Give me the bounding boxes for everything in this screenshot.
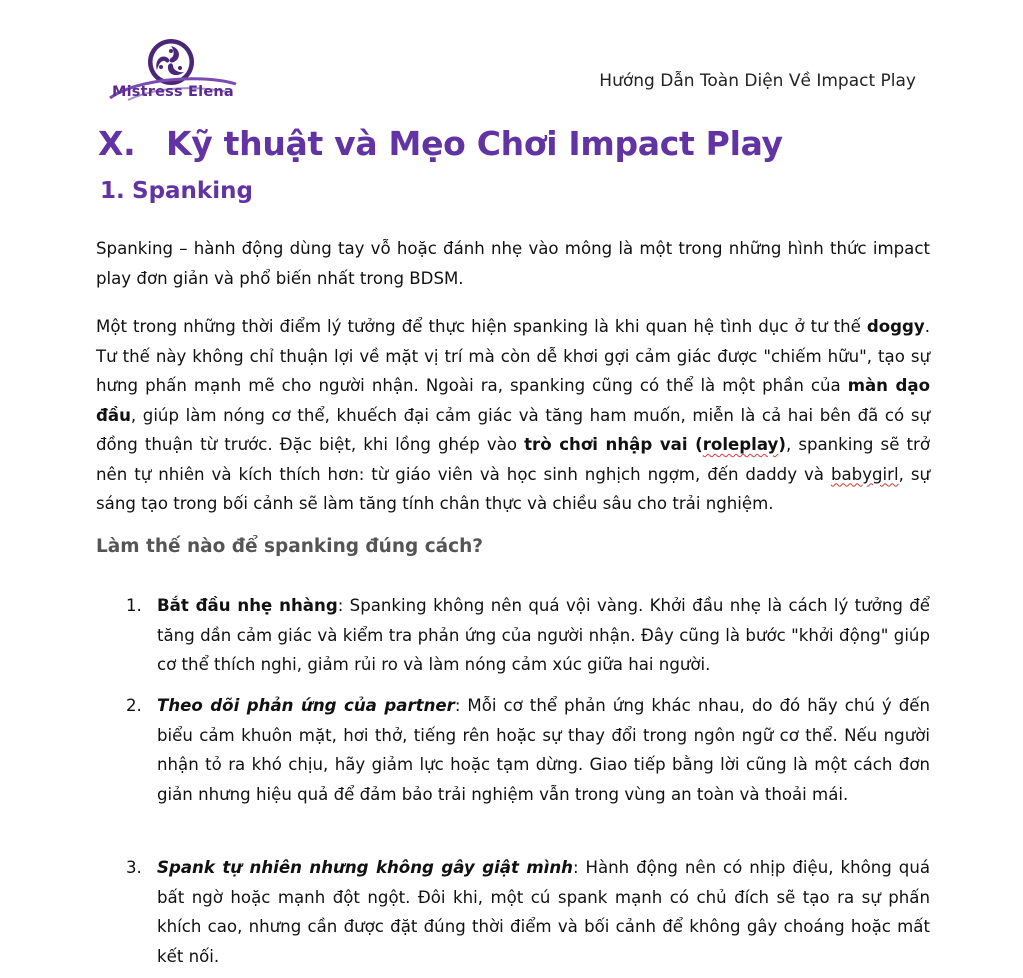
bold-text: ) <box>778 435 786 454</box>
bold-run: màn dạo đầu <box>96 376 930 425</box>
paragraph-timing <box>96 312 930 519</box>
list-item-title: Spank tự nhiên nhưng không gây giật mình <box>157 858 573 877</box>
list-item-title: Bắt đầu nhẹ nhàng <box>157 596 338 615</box>
list-item-text: : Mỗi cơ thể phản ứng khác nhau, do đó hãy chú ý đến biểu cảm khuôn mặt, hơi thở, tiếng rên hoặc sự thay đổi trong ngôn ngữ cơ thể. Nếu người nhận tỏ ra khó chịu, hãy giảm lực hoặc tạm dừng. Giao tiếp bằng lời cũng là một cách đơn giản nhưng hiệu quả để đảm bảo trải nghiệm vẫn trong vùng an toàn và thoải mái. <box>157 696 930 804</box>
chapter-number: X. <box>98 124 136 163</box>
spellcheck-underlined-word: roleplay <box>702 435 779 454</box>
list-marker: 3. <box>126 858 142 877</box>
list-item-text: : Spanking không nên quá vội vàng. Khởi đầu nhẹ là cách lý tưởng để tăng dần cảm giác và kiểm tra phản ứng của người nhận. Đây cũng là bước "khởi động" giúp cơ thể thích nghi, giảm rủi ro và làm nóng cảm xúc giữa hai người. <box>157 596 930 674</box>
bold-run: doggy <box>866 317 925 336</box>
header-title: Hướng Dẫn Toàn Diện Về Impact Play <box>599 71 916 91</box>
paragraph-intro: Spanking – hành động dùng tay vỗ hoặc đánh nhẹ vào mông là một trong những hình thức impact play đơn giản và phổ biến nhất trong BDSM. <box>96 239 930 288</box>
section-number: 1. <box>100 178 125 204</box>
logo-text: Mistress Elena <box>112 84 234 100</box>
logo <box>108 34 238 104</box>
list-item <box>126 691 930 809</box>
list-item <box>126 591 930 680</box>
section-heading <box>100 178 253 204</box>
chapter-title: Kỹ thuật và Mẹo Chơi Impact Play <box>166 124 783 163</box>
bold-text: trò chơi nhập vai ( <box>524 435 703 454</box>
chapter-heading <box>98 124 783 163</box>
list-item <box>126 853 930 971</box>
bold-run <box>524 435 786 454</box>
section-title: Spanking <box>132 178 253 204</box>
list-item-text: : Hành động nên có nhịp điệu, không quá bất ngờ hoặc mạnh đột ngột. Đôi khi, một cú spank mạnh có chủ đích sẽ tạo ra sự phấn khích cao, nhưng cần được đặt đúng thời điểm và bối cảnh để không gây choáng hoặc mất kết nối. <box>157 858 931 966</box>
text-run: Một trong những thời điểm lý tưởng để thực hiện spanking là khi quan hệ tình dục ở tư thế <box>96 317 867 336</box>
text-run: , spanking sẽ trở nên tự nhiên và kích thích hơn: từ giáo viên và học sinh nghịch ngợm, đến daddy và <box>96 435 930 484</box>
text-run: , giúp làm nóng cơ thể, khuếch đại cảm giác và tăng ham muốn, miễn là cả hai bên đã có sự đồng thuận từ trước. Đặc biệt, khi lồng ghép vào <box>96 405 930 454</box>
list-marker: 2. <box>126 696 142 715</box>
list-item-title: Theo dõi phản ứng của partner <box>157 696 455 715</box>
list-marker: 1. <box>126 596 142 615</box>
text-run: , sự sáng tạo trong bối cảnh sẽ làm tăng tính chân thực và chiều sâu cho trải nghiệm. <box>96 464 930 513</box>
spellcheck-underlined-word: babygirl <box>830 464 899 484</box>
text-run: . Tư thế này không chỉ thuận lợi về mặt vị trí mà còn dễ khơi gợi cảm giác được "chiếm hữu", tạo sự hưng phấn mạnh mẽ cho người nhận. Ngoài ra, spanking cũng có thể là một phần của <box>96 317 930 395</box>
subheading: Làm thế nào để spanking đúng cách? <box>96 536 484 557</box>
